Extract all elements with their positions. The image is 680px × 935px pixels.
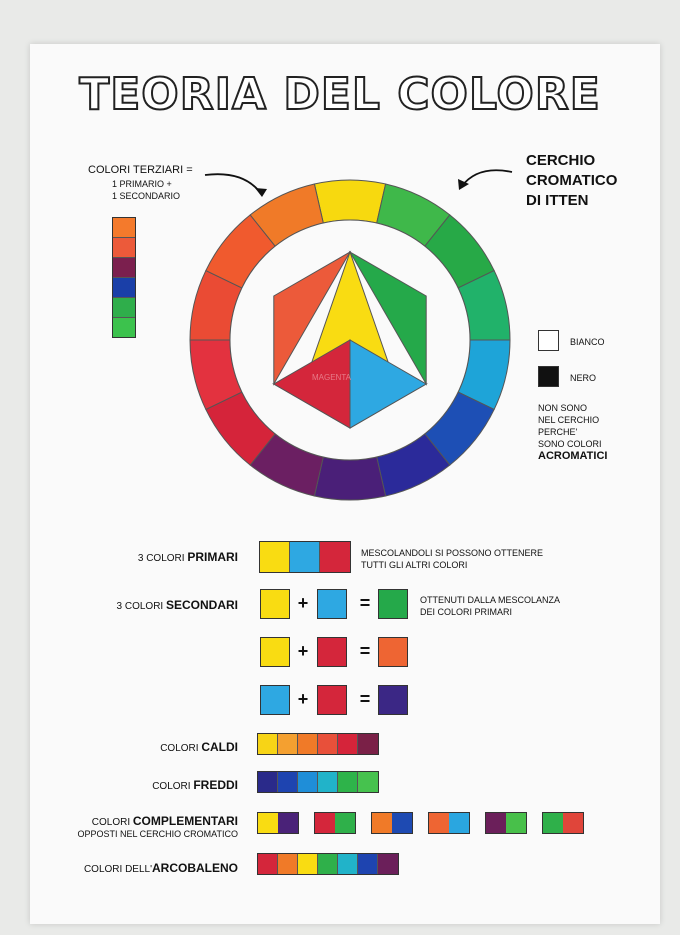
tertiary-line-1: 1 PRIMARIO + xyxy=(112,179,172,189)
equals-sign: = xyxy=(359,689,371,709)
plus-sign: + xyxy=(297,641,309,661)
rainbow-swatch xyxy=(298,854,318,874)
rainbow-swatch xyxy=(318,854,338,874)
magenta-faint-label: MAGENTA xyxy=(312,373,351,382)
rainbow-swatch xyxy=(278,854,298,874)
bianco-swatch xyxy=(538,330,559,351)
nero-label: NERO xyxy=(570,373,597,383)
mix-row-2-a xyxy=(260,637,290,667)
tertiary-line-2: 1 SECONDARIO xyxy=(112,191,181,201)
nero-swatch xyxy=(538,366,559,387)
complementary-pair xyxy=(371,812,413,834)
secondari-desc-1: OTTENUTI DALLA MESCOLANZA xyxy=(420,595,561,605)
page-title: TEORIA DEL COLORE xyxy=(79,69,601,120)
arcobaleno-swatch-strip xyxy=(257,853,399,875)
wheel-title-3: DI ITTEN xyxy=(526,192,589,209)
wheel-segment xyxy=(314,180,385,223)
rainbow-swatch xyxy=(338,854,358,874)
cool-swatch xyxy=(258,772,278,792)
complementary-pair xyxy=(314,812,356,834)
primari-desc-1: MESCOLANDOLI SI POSSONO OTTENERE xyxy=(361,548,544,558)
primary-swatch-yellow xyxy=(260,542,290,572)
secondari-label: 3 COLORI SECONDARI xyxy=(116,598,238,612)
complementary-pair xyxy=(485,812,527,834)
warm-swatch xyxy=(258,734,278,754)
primary-swatch-magenta xyxy=(320,542,350,572)
cool-swatch xyxy=(298,772,318,792)
caldi-label: COLORI CALDI xyxy=(160,740,238,754)
primari-desc-2: TUTTI GLI ALTRI COLORI xyxy=(361,560,468,570)
cool-swatch xyxy=(358,772,378,792)
complementary-pair xyxy=(257,812,299,834)
warm-swatch xyxy=(318,734,338,754)
rainbow-swatch xyxy=(258,854,278,874)
complementary-swatch xyxy=(372,813,392,833)
caldi-swatch-strip xyxy=(257,733,379,755)
arcobaleno-label: COLORI DELL'ARCOBALENO xyxy=(83,861,238,875)
complementary-pair xyxy=(428,812,470,834)
achromatic-note-bold: ACROMATICI xyxy=(538,450,608,462)
wheel-title-2: CROMATICO xyxy=(526,172,618,189)
complementari-label: COLORI COMPLEMENTARI xyxy=(91,814,238,828)
mix-row-1-result xyxy=(378,589,408,619)
itten-color-wheel xyxy=(180,175,520,505)
secondari-desc-2: DEI COLORI PRIMARI xyxy=(420,607,513,617)
tertiary-title: COLORI TERZIARI = xyxy=(88,164,193,176)
complementary-swatch xyxy=(392,813,412,833)
mix-row-2-result xyxy=(378,637,408,667)
primary-swatch-cyan xyxy=(290,542,320,572)
achromatic-note-3: PERCHE' xyxy=(538,427,578,437)
bianco-label: BIANCO xyxy=(570,337,605,347)
warm-swatch xyxy=(358,734,378,754)
rainbow-swatch xyxy=(378,854,398,874)
complementary-swatch xyxy=(258,813,278,833)
freddi-swatch-strip xyxy=(257,771,379,793)
wheel-segment xyxy=(314,457,385,500)
freddi-label: COLORI FREDDI xyxy=(152,778,238,792)
complementary-pair xyxy=(542,812,584,834)
complementary-swatch xyxy=(449,813,469,833)
complementary-swatch xyxy=(486,813,506,833)
warm-swatch xyxy=(278,734,298,754)
mix-row-3-a xyxy=(260,685,290,715)
equals-sign: = xyxy=(359,641,371,661)
mix-row-2-b xyxy=(317,637,347,667)
mix-row-3-b xyxy=(317,685,347,715)
warm-swatch xyxy=(338,734,358,754)
mix-row-1-b xyxy=(317,589,347,619)
complementary-swatch xyxy=(335,813,355,833)
equals-sign: = xyxy=(359,593,371,613)
complementary-swatch xyxy=(315,813,335,833)
complementary-swatch xyxy=(543,813,563,833)
complementary-swatch xyxy=(563,813,583,833)
achromatic-note-2: NEL CERCHIO xyxy=(538,415,600,425)
wheel-title-1: CERCHIO xyxy=(526,152,596,169)
primari-label: 3 COLORI PRIMARI xyxy=(137,550,238,564)
complementary-swatch xyxy=(278,813,298,833)
rainbow-swatch xyxy=(358,854,378,874)
mix-row-3-result xyxy=(378,685,408,715)
warm-swatch xyxy=(298,734,318,754)
complementary-swatch xyxy=(429,813,449,833)
cool-swatch xyxy=(278,772,298,792)
plus-sign: + xyxy=(297,689,309,709)
complementari-sublabel: OPPOSTI NEL CERCHIO CROMATICO xyxy=(77,829,238,839)
plus-sign: + xyxy=(297,593,309,613)
achromatic-note-4: SONO COLORI xyxy=(538,439,602,449)
cool-swatch xyxy=(318,772,338,792)
achromatic-note-1: NON SONO xyxy=(538,403,588,413)
primari-swatch-strip xyxy=(259,541,351,573)
cool-swatch xyxy=(338,772,358,792)
mix-row-1-a xyxy=(260,589,290,619)
complementary-swatch xyxy=(506,813,526,833)
